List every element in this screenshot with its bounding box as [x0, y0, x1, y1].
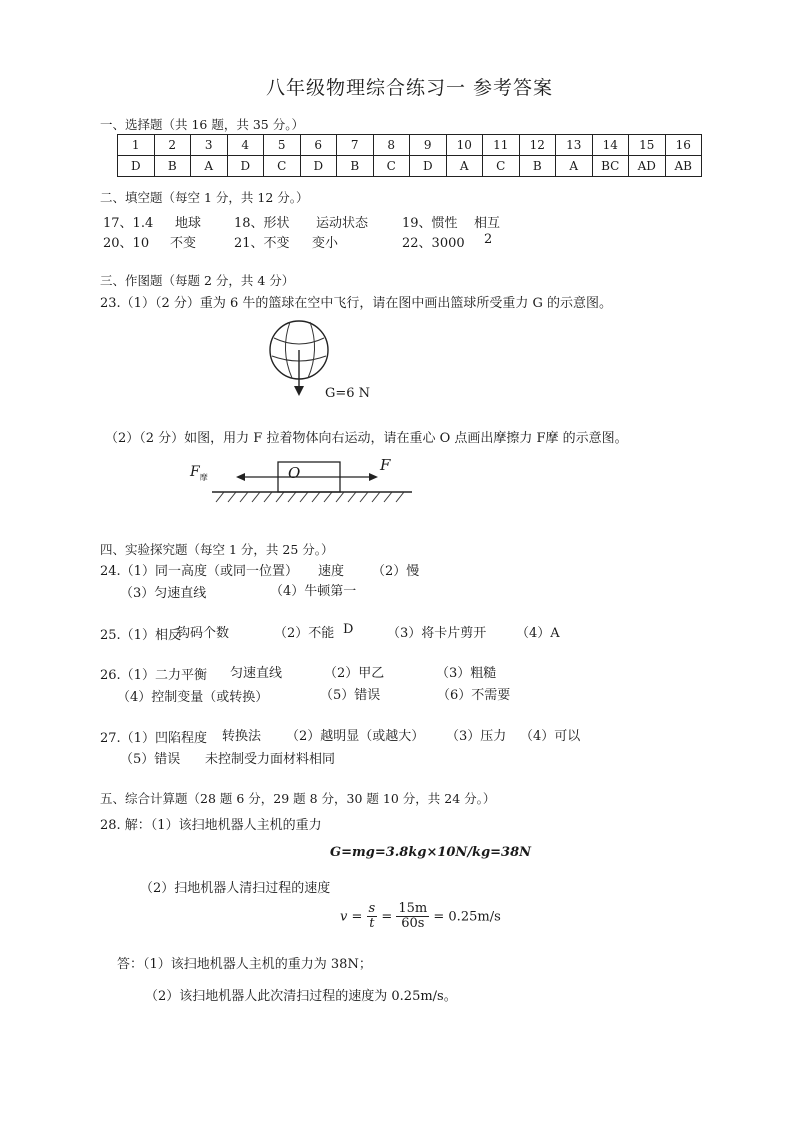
answer-24-3: （3）匀速直线	[120, 586, 207, 601]
fraction-denominator: t	[369, 916, 375, 932]
question-28-intro: 28. 解：（1）该扫地机器人主机的重力	[100, 818, 322, 833]
table-cell: BC	[592, 156, 629, 177]
answer-27-reason: 未控制受力面材料相同	[205, 752, 336, 767]
center-o-label: O	[288, 464, 301, 482]
table-cell: 6	[300, 135, 337, 156]
final-answer-2: （2）该扫地机器人此次清扫过程的速度为 0.25m/s。	[145, 989, 457, 1004]
answer-24-speed: 速度	[318, 564, 345, 579]
table-cell: 3	[191, 135, 228, 156]
page-title: 八年级物理综合练习一 参考答案	[266, 77, 554, 99]
answer-26-6: （6）不需要	[437, 688, 511, 703]
answer-25-4: （4）A	[516, 626, 560, 641]
table-cell: 1	[118, 135, 155, 156]
table-cell: 2	[154, 135, 191, 156]
table-cell: A	[556, 156, 593, 177]
table-cell: B	[337, 156, 374, 177]
fill-answer: 20、10	[103, 236, 150, 251]
table-cell: AD	[629, 156, 666, 177]
section-3-heading: 三、作图题（每题 2 分，共 4 分）	[100, 273, 295, 288]
gravity-formula: G=mg=3.8kg×10N/kg=38N	[330, 845, 532, 860]
answer-26-4: （4）控制变量（或转换）	[117, 690, 269, 705]
table-cell: C	[483, 156, 520, 177]
table-cell: B	[519, 156, 556, 177]
table-cell: 15	[629, 135, 666, 156]
table-cell: 10	[446, 135, 483, 156]
friction-arrow	[236, 473, 245, 481]
question-23-2: （2）（2 分）如图，用力 F 拉着物体向右运动，请在重心 O 点画出摩擦力 F摩 的示意图。	[105, 431, 628, 446]
answer-table	[117, 134, 702, 177]
answer-25-3: （3）将卡片剪开	[387, 626, 487, 641]
fraction-values	[396, 902, 429, 932]
table-cell: D	[118, 156, 155, 177]
answer-26-1: 26.（1）二力平衡	[100, 668, 207, 683]
fraction-s-over-t	[367, 902, 378, 932]
section-5-heading: 五、综合计算题（28 题 6 分，29 题 8 分，30 题 10 分，共 24 分。）	[100, 791, 496, 806]
fill-answer: 17、1.4	[103, 216, 154, 231]
table-cell: C	[373, 156, 410, 177]
question-28-part2: （2）扫地机器人清扫过程的速度	[140, 881, 331, 896]
fill-answer: 运动状态	[316, 216, 369, 231]
table-cell: B	[154, 156, 191, 177]
fill-answer: 相互	[474, 216, 501, 231]
table-cell: 7	[337, 135, 374, 156]
table-cell: AB	[665, 156, 702, 177]
fraction-numerator: 15m	[398, 901, 428, 916]
table-cell: D	[227, 156, 264, 177]
table-cell: A	[191, 156, 228, 177]
final-answer-1: 答：（1）该扫地机器人主机的重力为 38N；	[117, 957, 372, 972]
answer-table-answers-row	[118, 156, 702, 177]
section-2-heading: 二、填空题（每空 1 分，共 12 分。）	[100, 190, 309, 205]
fill-answer: 2	[484, 232, 493, 247]
gravity-label: G=6 N	[325, 386, 371, 401]
answer-27-method: 转换法	[222, 729, 262, 744]
table-cell: 14	[592, 135, 629, 156]
question-23-1: 23.（1）（2 分）重为 6 牛的篮球在空中飞行，请在图中画出篮球所受重力 G 的示意图。	[100, 296, 613, 311]
formula-result: = 0.25m/s	[433, 909, 501, 925]
answer-24-1: 24.（1）同一高度（或同一位置）	[100, 564, 298, 579]
answer-27-3: （3）压力	[446, 729, 507, 744]
fill-answer: 不变	[170, 236, 197, 251]
table-cell: 8	[373, 135, 410, 156]
table-cell: A	[446, 156, 483, 177]
table-cell: 4	[227, 135, 264, 156]
formula-v: v =	[340, 909, 363, 925]
answer-25-d: D	[343, 622, 354, 637]
section-1-heading: 一、选择题（共 16 题，共 35 分。）	[100, 117, 304, 132]
answer-26-3: （3）粗糙	[436, 666, 497, 681]
answer-table-numbers-row	[118, 135, 702, 156]
fill-answer: 19、惯性	[402, 216, 458, 231]
fraction-denominator: 60s	[401, 916, 425, 932]
answer-24-2: （2）慢	[372, 564, 420, 579]
fill-answer: 地球	[175, 216, 202, 231]
formula-equals: =	[381, 909, 393, 925]
velocity-formula	[340, 902, 501, 932]
answer-24-4: （4）牛顿第一	[270, 584, 357, 599]
answer-27-1: 27.（1）凹陷程度	[100, 731, 207, 746]
fill-answer: 22、3000	[402, 236, 465, 251]
table-cell: 16	[665, 135, 702, 156]
table-cell: 5	[264, 135, 301, 156]
force-arrow	[369, 473, 378, 481]
fill-answer: 21、不变	[234, 236, 290, 251]
section-4-heading: 四、实验探究题（每空 1 分，共 25 分。）	[100, 542, 334, 557]
answer-27-5: （5）错误	[120, 752, 181, 767]
force-label: F	[380, 456, 391, 474]
table-cell: C	[264, 156, 301, 177]
answer-26-2: （2）甲乙	[324, 666, 385, 681]
fill-answer: 变小	[312, 236, 339, 251]
fill-answer: 18、形状	[234, 216, 290, 231]
table-cell: 13	[556, 135, 593, 156]
table-cell: 9	[410, 135, 447, 156]
answer-26-5: （5）错误	[320, 688, 381, 703]
answer-26-uniform: 匀速直线	[230, 666, 283, 681]
answer-27-2: （2）越明显（或越大）	[286, 729, 425, 744]
answer-25-2: （2）不能	[274, 626, 335, 641]
table-cell: D	[410, 156, 447, 177]
table-cell: D	[300, 156, 337, 177]
answer-25-1: 25.（1）相反	[100, 628, 181, 643]
fraction-numerator: s	[368, 901, 376, 916]
table-cell: 12	[519, 135, 556, 156]
table-cell: 11	[483, 135, 520, 156]
answer-25-weights: 钩码个数	[177, 626, 230, 641]
answer-27-4: （4）可以	[520, 729, 581, 744]
friction-label: $F_摩$	[190, 464, 208, 482]
